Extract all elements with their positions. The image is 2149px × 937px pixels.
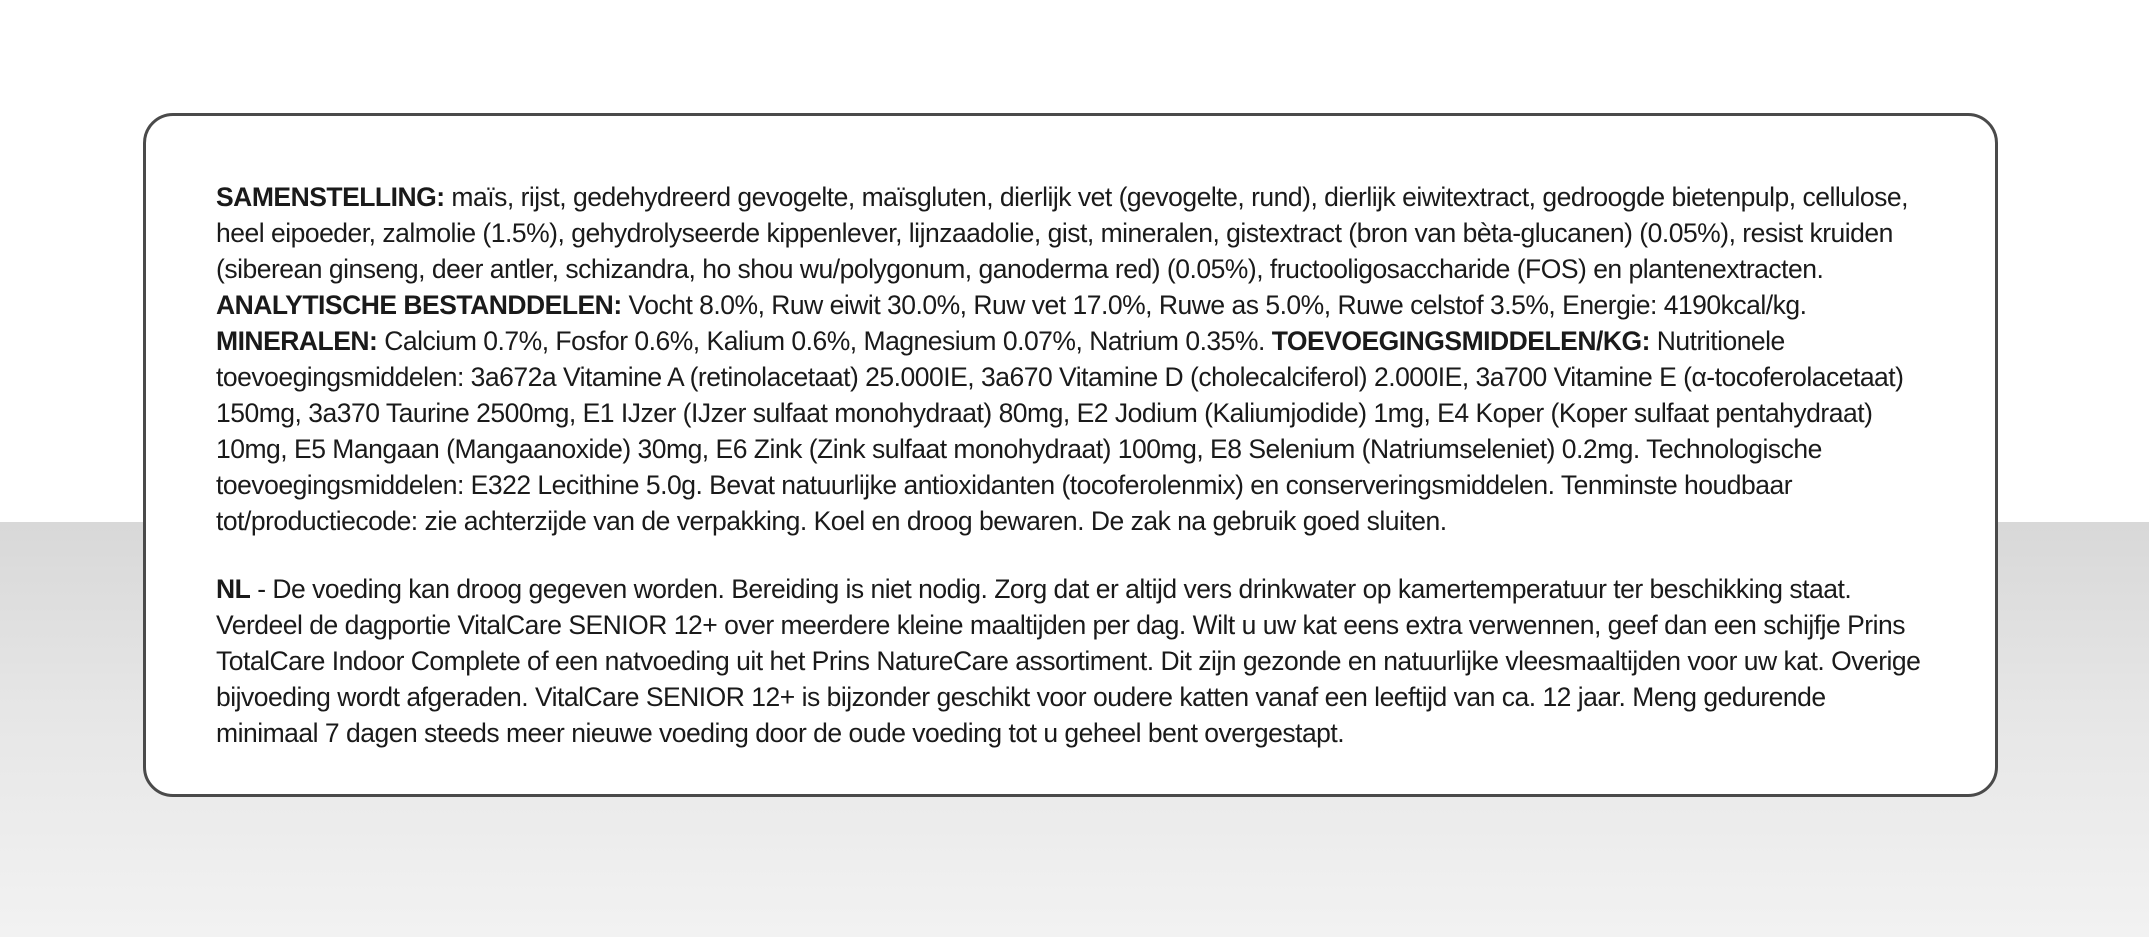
instructions-text: - De voeding kan droog gegeven worden. Bereiding is niet nodig. Zorg dat er altijd vers drinkwater op kamertemperatuur ter beschikking staat. Verdeel de dagportie VitalCare SENIOR 12+ over meerdere kleine maaltijden per dag. Wilt u uw kat eens extra verwennen, geef dan een schijfje Prins TotalCare Indoor Complete of een natvoeding uit het Prins NatureCare assortiment. Dit zijn gezonde en natuurlijke vleesmaaltijden voor uw kat. Overige bijvoeding wordt afgeraden. VitalCare SENIOR 12+ is bijzonder geschikt voor oudere katten vanaf een leeftijd van ca. 12 jaar. Meng gedurende minimaal 7 dagen steeds meer nieuwe voeding door de oude voeding tot u geheel bent overgestapt.	[216, 574, 1921, 748]
composition-label: SAMENSTELLING:	[216, 182, 445, 212]
feeding-instructions-paragraph	[216, 571, 1925, 751]
minerals-text: Calcium 0.7%, Fosfor 0.6%, Kalium 0.6%, Magnesium 0.07%, Natrium 0.35%.	[377, 326, 1272, 356]
analytical-label: ANALYTISCHE BESTANDDELEN:	[216, 290, 622, 320]
additives-text: Nutritionele toevoegingsmiddelen: 3a672a Vitamine A (retinolacetaat) 25.000IE, 3a670 Vitamine D (cholecalciferol) 2.000IE, 3a700 Vitamine E (α-tocoferolacetaat) 150mg, 3a370 Taurine 2500mg, E1 IJzer (IJzer sulfaat monohydraat) 80mg, E2 Jodium (Kaliumjodide) 1mg, E4 Koper (Koper sulfaat pentahydraat) 10mg, E5 Mangaan (Mangaanoxide) 30mg, E6 Zink (Zink sulfaat monohydraat) 100mg, E8 Selenium (Natriumseleniet) 0.2mg. Technologische toevoegingsmiddelen: E322 Lecithine 5.0g. Bevat natuurlijke antioxidanten (tocoferolenmix) en conserveringsmiddelen. Tenminste houdbaar tot/productiecode: zie achterzijde van de verpakking. Koel en droog bewaren. De zak na gebruik goed sluiten.	[216, 326, 1904, 536]
minerals-label: MINERALEN:	[216, 326, 378, 356]
analytical-text: Vocht 8.0%, Ruw eiwit 30.0%, Ruw vet 17.0%, Ruwe as 5.0%, Ruwe celstof 3.5%, Energie: 4190kcal/kg.	[621, 290, 1807, 320]
ingredients-paragraph	[216, 179, 1925, 539]
composition-text: maïs, rijst, gedehydreerd gevogelte, maïsgluten, dierlijk vet (gevogelte, rund), dierlijk eiwitextract, gedroogde bietenpulp, cellulose, heel eipoeder, zalmolie (1.5%), gehydrolyseerde kippenlever, lijnzaadolie, gist, mineralen, gistextract (bron van bèta-glucanen) (0.05%), resist kruiden (siberean ginseng, deer antler, schizandra, ho shou wu/polygonum, ganoderma red) (0.05%), fructooligosaccharide (FOS) en plantenextracten.	[216, 182, 1908, 284]
label-text-panel	[143, 113, 1998, 797]
additives-label: TOEVOEGINGSMIDDELEN/KG:	[1271, 326, 1650, 356]
language-label: NL	[216, 574, 251, 604]
